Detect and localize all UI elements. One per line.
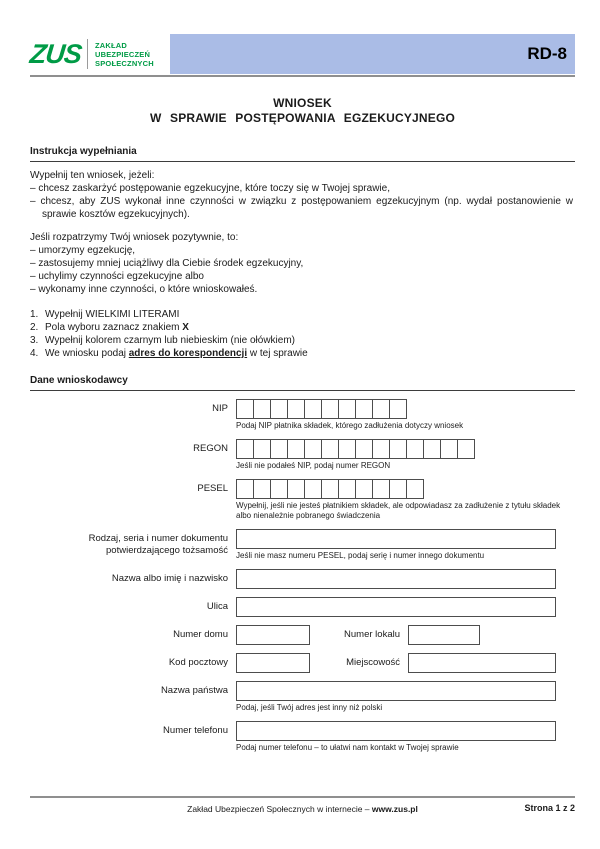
char-cell[interactable]	[372, 439, 390, 459]
field-row-pesel	[30, 479, 575, 521]
header	[30, 34, 575, 74]
numbered-item: 2. Pola wyboru zaznacz znakiem X	[30, 322, 189, 333]
bullet-item: – zastosujemy mniej uciążliwy dla Ciebie środek egzekucyjny,	[30, 258, 304, 269]
field-row-country	[30, 681, 575, 713]
logo-divider	[87, 39, 88, 69]
char-cell[interactable]	[287, 399, 305, 419]
city-label: Miejscowość	[346, 657, 400, 668]
country-input[interactable]	[236, 681, 556, 701]
char-cell[interactable]	[355, 479, 373, 499]
country-label: Nazwa państwa	[160, 685, 228, 696]
numbered-item: 1. Wypełnij WIELKIMI LITERAMI	[30, 309, 180, 320]
house-number-input[interactable]	[236, 625, 310, 645]
nip-label: NIP	[212, 403, 228, 414]
char-cell[interactable]	[423, 439, 441, 459]
zus-logo	[30, 34, 170, 74]
field-row-phone	[30, 721, 575, 753]
city-input[interactable]	[408, 653, 556, 673]
phone-input[interactable]	[236, 721, 556, 741]
instructions-intro-1: Wypełnij ten wniosek, jeżeli:	[30, 170, 155, 181]
char-cell[interactable]	[321, 479, 339, 499]
postal-code-input[interactable]	[236, 653, 310, 673]
field-row-postal-city	[30, 653, 575, 673]
char-cell[interactable]	[406, 439, 424, 459]
flat-number-input[interactable]	[408, 625, 480, 645]
form-code: RD-8	[527, 44, 567, 63]
pesel-comb-input[interactable]	[236, 479, 575, 499]
name-input[interactable]	[236, 569, 556, 589]
org-line: SPOŁECZNYCH	[95, 58, 154, 68]
field-row-identity-document	[30, 529, 575, 561]
char-cell[interactable]	[406, 479, 424, 499]
zus-org-name	[95, 41, 154, 68]
field-row-house-flat	[30, 625, 575, 645]
flat-number-label: Numer lokalu	[344, 629, 400, 640]
form-code-bar	[170, 34, 575, 74]
nip-comb-input[interactable]	[236, 399, 575, 419]
postal-code-label: Kod pocztowy	[168, 657, 228, 668]
bullet-item: – chcesz, aby ZUS wykonał inne czynności w związku z postępowaniem egzekucyjnym (np. wydał postanowienie w sprawie kosztów egzekucyjnych).	[30, 196, 573, 220]
char-cell[interactable]	[355, 399, 373, 419]
regon-label: REGON	[193, 443, 228, 454]
bullet-item: – umorzymy egzekucję,	[30, 245, 136, 256]
pesel-label: PESEL	[197, 483, 228, 494]
street-input[interactable]	[236, 597, 556, 617]
char-cell[interactable]	[304, 399, 322, 419]
footer-url: www.zus.pl	[371, 804, 418, 814]
identity-document-input[interactable]	[236, 529, 556, 549]
char-cell[interactable]	[457, 439, 475, 459]
char-cell[interactable]	[253, 439, 271, 459]
identity-document-label: Rodzaj, seria i numer dokumentu potwierdzającego tożsamość	[88, 533, 228, 556]
char-cell[interactable]	[287, 479, 305, 499]
char-cell[interactable]	[304, 479, 322, 499]
bullet-item: – chcesz zaskarżyć postępowanie egzekucyjne, które toczy się w Twojej sprawie,	[30, 183, 390, 194]
char-cell[interactable]	[253, 479, 271, 499]
regon-comb-input[interactable]	[236, 439, 575, 459]
field-row-nip	[30, 399, 575, 431]
field-row-street	[30, 597, 575, 617]
org-line: UBEZPIECZEŃ	[95, 49, 151, 59]
instructions-heading: Instrukcja wypełniania	[30, 146, 575, 162]
identity-document-caption: Jeśli nie masz numeru PESEL, podaj serię i numer innego dokumentu	[236, 551, 485, 560]
char-cell[interactable]	[270, 439, 288, 459]
numbered-item: 3. Wypełnij kolorem czarnym lub niebieskim (nie ołówkiem)	[30, 335, 295, 346]
numbered-item: 4. We wniosku podaj adres do korespondencji w tej sprawie	[30, 348, 308, 359]
pesel-caption: Wypełnij, jeśli nie jesteś płatnikiem składek, ale odpowiadasz za zadłużenie z tytułu składek albo nienależnie pobranego świadczenia	[236, 501, 561, 520]
form-title-line1: WNIOSEK	[273, 96, 332, 110]
field-row-regon	[30, 439, 575, 471]
char-cell[interactable]	[389, 399, 407, 419]
instructions-intro-2: Jeśli rozpatrzymy Twój wniosek pozytywnie, to:	[30, 232, 239, 243]
char-cell[interactable]	[372, 479, 390, 499]
instructions-numbered-list	[30, 308, 575, 360]
char-cell[interactable]	[389, 479, 407, 499]
char-cell[interactable]	[389, 439, 407, 459]
footer	[30, 796, 575, 814]
char-cell[interactable]	[321, 399, 339, 419]
country-caption: Podaj, jeśli Twój adres jest inny niż polski	[236, 703, 383, 712]
char-cell[interactable]	[321, 439, 339, 459]
char-cell[interactable]	[236, 439, 254, 459]
form-title-line2: W SPRAWIE POSTĘPOWANIA EGZEKUCYJNEGO	[149, 111, 456, 125]
instructions-bullet-list-1	[30, 182, 575, 221]
char-cell[interactable]	[355, 439, 373, 459]
instructions-bullet-list-2	[30, 244, 575, 296]
footer-website-line: Zakład Ubezpieczeń Społecznych w internecie – www.zus.pl	[187, 804, 418, 814]
regon-caption: Jeśli nie podałeś NIP, podaj numer REGON	[236, 461, 391, 470]
field-row-name	[30, 569, 575, 589]
zus-logo-mark: ZUS	[28, 38, 83, 69]
char-cell[interactable]	[440, 439, 458, 459]
nip-caption: Podaj NIP płatnika składek, którego zadłużenia dotyczy wniosek	[236, 421, 464, 430]
phone-caption: Podaj numer telefonu – to ułatwi nam kontakt w Twojej sprawie	[236, 743, 459, 752]
bullet-item: – uchylimy czynności egzekucyjne albo	[30, 271, 204, 282]
char-cell[interactable]	[270, 399, 288, 419]
house-number-label: Numer domu	[173, 629, 228, 640]
bullet-item: – wykonamy inne czynności, o które wnioskowałeś.	[30, 284, 258, 295]
street-label: Ulica	[206, 601, 228, 612]
char-cell[interactable]	[338, 399, 356, 419]
footer-rule	[30, 796, 575, 798]
char-cell[interactable]	[338, 479, 356, 499]
name-label: Nazwa albo imię i nazwisko	[111, 573, 228, 584]
char-cell[interactable]	[270, 479, 288, 499]
section-heading-applicant-data: Dane wnioskodawcy	[30, 375, 575, 391]
applicant-form	[30, 399, 575, 753]
form-title	[30, 96, 575, 126]
page-number: Strona 1 z 2	[524, 803, 575, 813]
char-cell[interactable]	[372, 399, 390, 419]
char-cell[interactable]	[253, 399, 271, 419]
char-cell[interactable]	[287, 439, 305, 459]
char-cell[interactable]	[236, 479, 254, 499]
header-rule	[30, 75, 575, 77]
char-cell[interactable]	[338, 439, 356, 459]
char-cell[interactable]	[236, 399, 254, 419]
org-line: ZAKŁAD	[95, 40, 128, 50]
phone-label: Numer telefonu	[163, 725, 228, 736]
char-cell[interactable]	[304, 439, 322, 459]
